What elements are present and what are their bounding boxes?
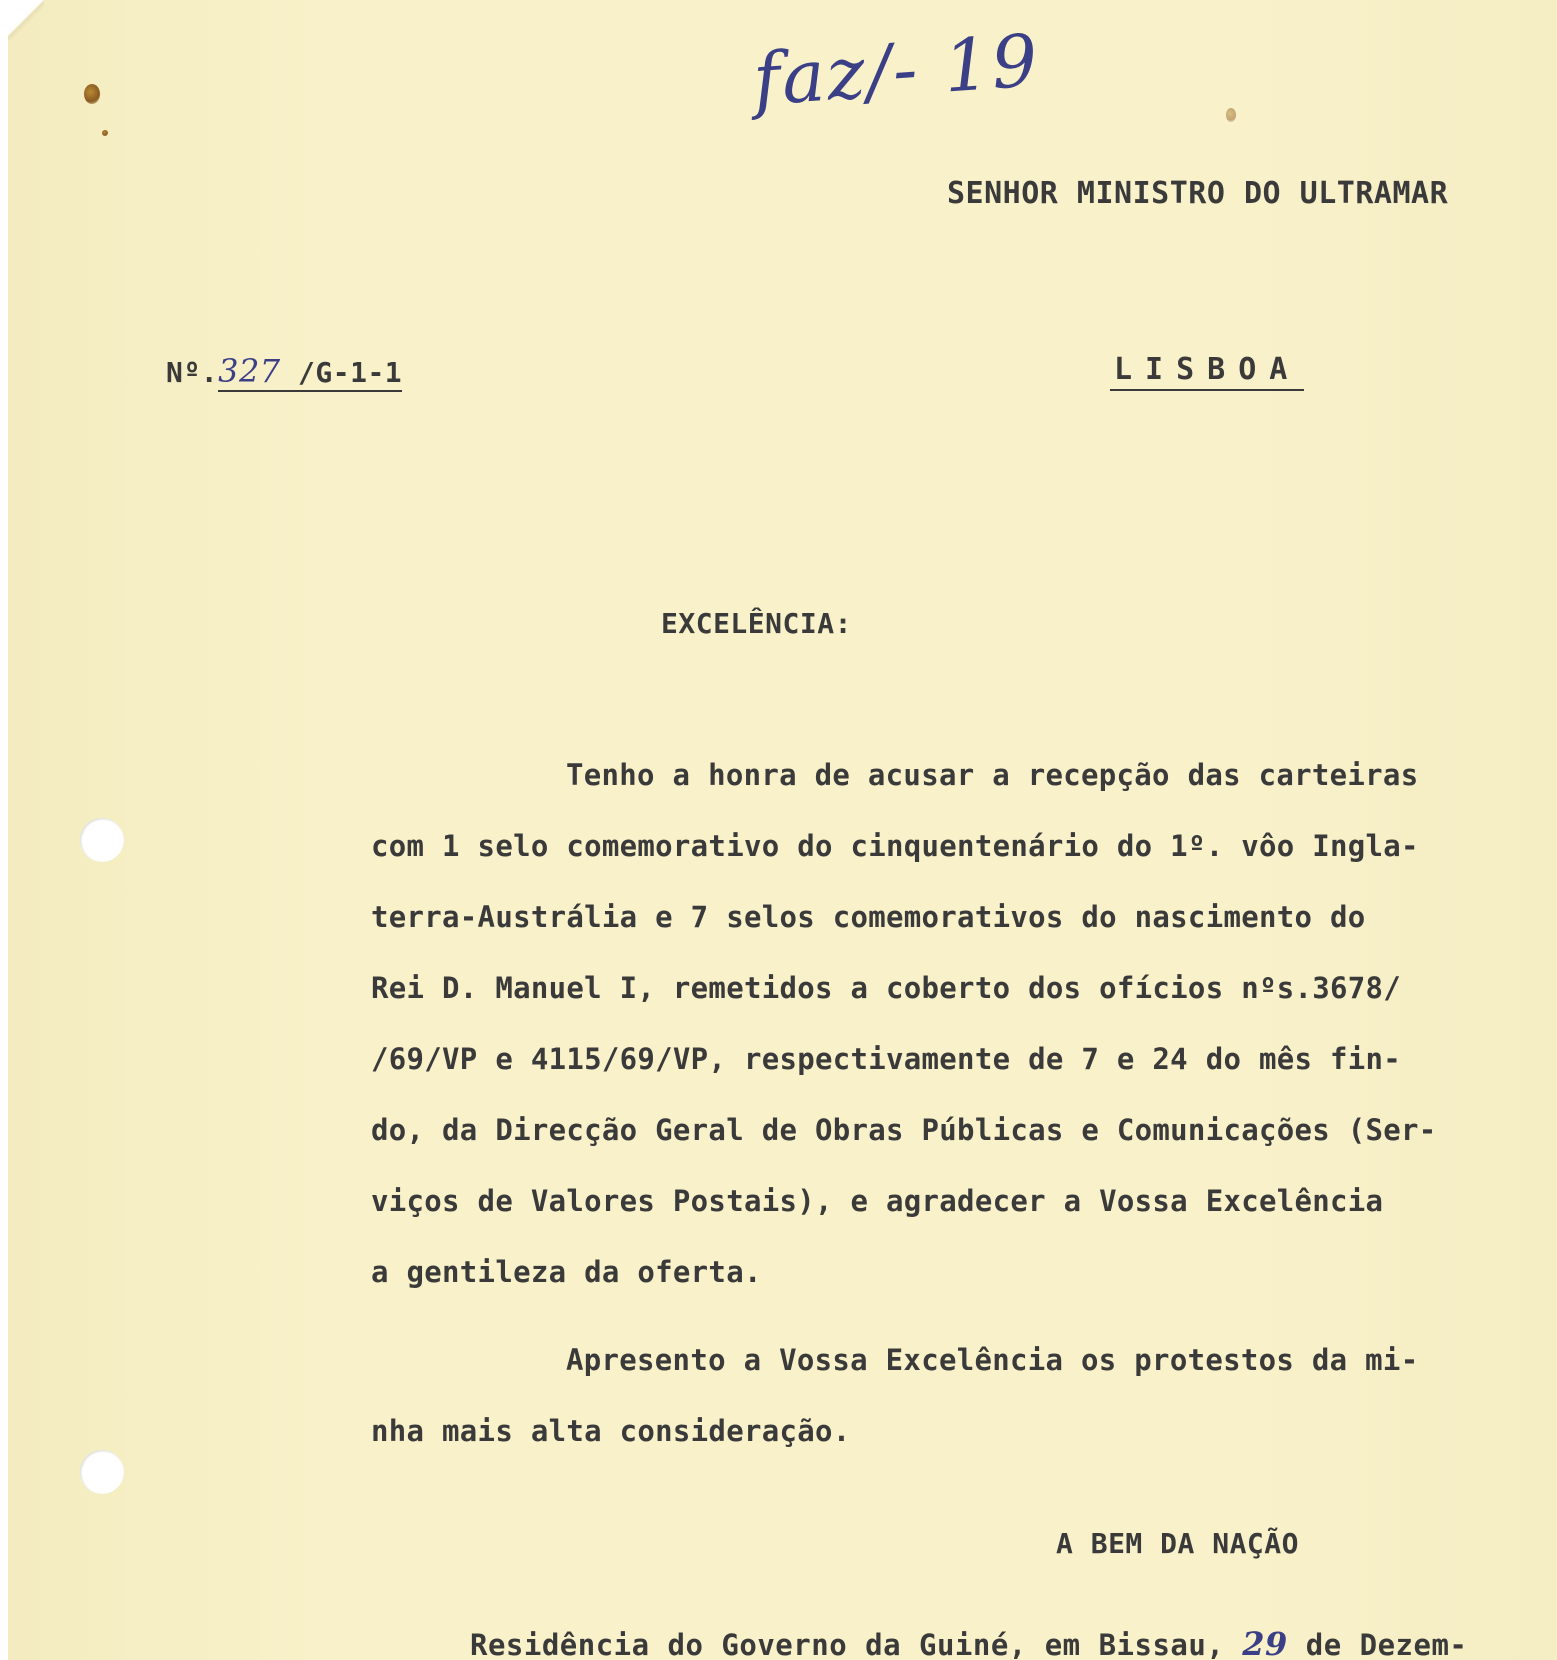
body-line: terra-Austrália e 7 selos comemorativos do nascimento do — [371, 900, 1366, 934]
body-line: a gentileza da oferta. — [371, 1255, 762, 1289]
stain-speck — [1226, 108, 1236, 122]
letter-body — [371, 740, 1521, 1467]
place-date-line — [470, 1625, 1467, 1660]
destination-city: LISBOA — [1110, 352, 1304, 391]
staple-rust-mark — [84, 84, 100, 104]
punch-hole-bottom — [80, 1450, 124, 1494]
closing-formula: A BEM DA NAÇÃO — [1056, 1527, 1300, 1560]
body-line: do, da Direcção Geral de Obras Públicas e Comunicações (Ser- — [371, 1113, 1437, 1147]
punch-hole-top — [80, 818, 124, 862]
document-page — [8, 0, 1557, 1660]
body-line: /69/VP e 4115/69/VP, respectivamente de 7 e 24 do mês fin- — [371, 1042, 1402, 1076]
reference-underlined — [218, 352, 402, 392]
handwritten-annotation: faz/- 19 — [750, 18, 1043, 122]
addressee-line: SENHOR MINISTRO DO ULTRAMAR — [947, 176, 1449, 211]
body-line: Tenho a honra de acusar a recepção das carteiras — [566, 758, 1419, 792]
body-line: Apresento a Vossa Excelência os protestos da mi- — [566, 1343, 1419, 1377]
reference-suffix: /G-1-1 — [298, 356, 403, 389]
handwritten-day: 29 — [1242, 1625, 1288, 1660]
body-line: viços de Valores Postais), e agradecer a Vossa Excelência — [371, 1184, 1384, 1218]
body-line: Rei D. Manuel I, remetidos a coberto dos ofícios nºs.3678/ — [371, 971, 1402, 1005]
reference-handwritten-number: 327 — [218, 352, 281, 390]
body-line: com 1 selo comemorativo do cinquentenário do 1º. vôo Ingla- — [371, 829, 1419, 863]
place-date-prefix: Residência do Governo da Guiné, em Bissau, — [470, 1628, 1243, 1660]
reference-number — [166, 352, 402, 392]
place-date-suffix: de Dezem- — [1287, 1628, 1468, 1660]
salutation: EXCELÊNCIA: — [661, 607, 852, 640]
rust-speck — [102, 130, 108, 136]
body-line: nha mais alta consideração. — [371, 1414, 851, 1448]
reference-prefix: Nº. — [166, 356, 219, 389]
